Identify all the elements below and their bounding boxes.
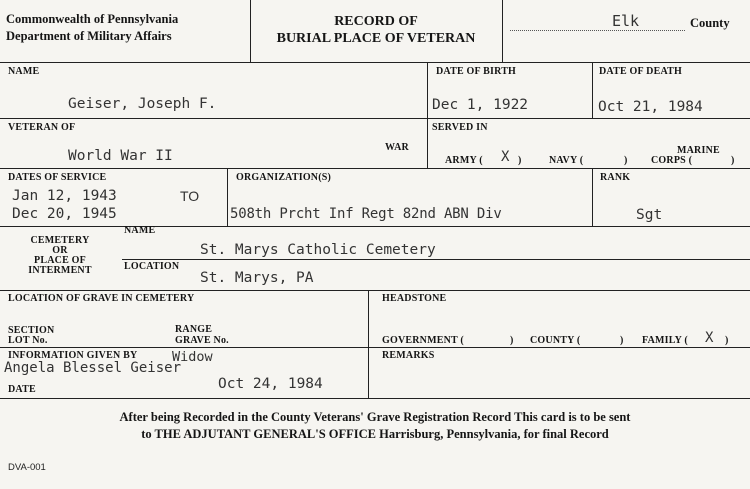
veteran-of-label: VETERAN OF (8, 122, 76, 133)
rule-service-bottom (0, 226, 750, 227)
rule-cemetery-mid (122, 259, 750, 260)
cemetery-location-label: LOCATION (124, 261, 180, 272)
rank-value: Sgt (636, 207, 663, 223)
headstone-label: HEADSTONE (382, 293, 447, 304)
headstone-county-label: COUNTY ( (530, 335, 581, 346)
county-dotted-line (510, 30, 685, 31)
rank-label: RANK (600, 172, 631, 183)
rule-info-bottom (0, 398, 750, 399)
veteran-of-value: World War II (68, 148, 173, 164)
cemetery-label-2: OR (52, 245, 68, 256)
cemetery-label-4: INTERMENT (28, 265, 92, 276)
information-given-by-label: INFORMATION GIVEN BY (8, 350, 138, 361)
service-to-value: Dec 20, 1945 (12, 206, 117, 222)
county-value: Elk (612, 12, 640, 30)
form-title-line-1: RECORD OF (334, 14, 418, 29)
family-mark: X (705, 330, 714, 346)
rule-service-v2 (592, 168, 593, 226)
informant-name-value: Angela Blessel Geiser (4, 360, 182, 376)
agency-line-1: Commonwealth of Pennsylvania (6, 12, 179, 26)
service-to-label: TO (180, 188, 200, 204)
family-label: FAMILY ( (642, 335, 688, 346)
grave-no-label: GRAVE No. (175, 335, 229, 346)
grave-location-label: LOCATION OF GRAVE IN CEMETERY (8, 293, 195, 304)
family-close-paren: ) (725, 335, 729, 346)
army-label: ARMY ( (445, 155, 483, 166)
cemetery-name-value: St. Marys Catholic Cemetery (200, 242, 436, 258)
section-label: SECTION (8, 325, 55, 336)
organization-label: ORGANIZATION(S) (236, 172, 332, 183)
dod-value: Oct 21, 1984 (598, 99, 703, 115)
agency-line-2: Department of Military Affairs (6, 29, 172, 43)
marine-label-1: MARINE (677, 145, 720, 156)
marine-label-2: CORPS ( (651, 155, 693, 166)
rule-name-bottom (0, 118, 750, 119)
lot-label: LOT No. (8, 335, 48, 346)
county-label: County (690, 16, 730, 30)
headstone-county-close-paren: ) (620, 335, 624, 346)
footer-instruction-line-1: After being Recorded in the County Veterans' Grave Registration Record This card is to be sent (119, 410, 631, 424)
navy-close-paren: ) (624, 155, 628, 166)
footer-instruction-line-2: to THE ADJUTANT GENERAL'S OFFICE Harrisburg, Pennsylvania, for final Record (141, 427, 609, 441)
navy-label: NAVY ( (549, 155, 584, 166)
rule-grave-v1 (368, 290, 369, 398)
cemetery-name-label: NAME (124, 225, 156, 236)
info-date-label: DATE (8, 384, 36, 395)
form-title-line-2: BURIAL PLACE OF VETERAN (276, 31, 476, 46)
government-label: GOVERNMENT ( (382, 335, 464, 346)
cemetery-label-1: CEMETERY (30, 235, 90, 246)
marine-close-paren: ) (731, 155, 735, 166)
served-in-label: SERVED IN (432, 122, 488, 133)
remarks-label: REMARKS (382, 350, 435, 361)
dob-label: DATE OF BIRTH (436, 66, 517, 77)
dod-label: DATE OF DEATH (599, 66, 682, 77)
informant-relation-value: Widow (172, 349, 213, 365)
war-label: WAR (385, 142, 409, 153)
rule-header-v2 (502, 0, 503, 62)
rule-name-v2 (592, 62, 593, 118)
name-label: NAME (8, 66, 40, 77)
range-label: RANGE (175, 324, 213, 335)
info-date-value: Oct 24, 1984 (218, 376, 323, 392)
rule-cemetery-bottom (0, 290, 750, 291)
dob-value: Dec 1, 1922 (432, 97, 529, 113)
cemetery-label-3: PLACE OF (34, 255, 86, 266)
rule-service-v1 (227, 168, 228, 226)
army-close-paren: ) (518, 155, 522, 166)
dates-of-service-label: DATES OF SERVICE (8, 172, 107, 183)
rule-veteran-bottom (0, 168, 750, 169)
rule-name-v1 (427, 62, 428, 168)
service-from-value: Jan 12, 1943 (12, 188, 117, 204)
rule-grave-bottom (0, 347, 750, 348)
veteran-name-value: Geiser, Joseph F. (68, 96, 217, 112)
organization-value: 508th Prcht Inf Regt 82nd ABN Div (230, 206, 502, 222)
army-mark: X (501, 149, 510, 165)
cemetery-location-value: St. Marys, PA (200, 270, 314, 286)
government-close-paren: ) (510, 335, 514, 346)
rule-header-bottom (0, 62, 750, 63)
form-code: DVA-001 (8, 462, 46, 473)
rule-header-v1 (250, 0, 251, 62)
